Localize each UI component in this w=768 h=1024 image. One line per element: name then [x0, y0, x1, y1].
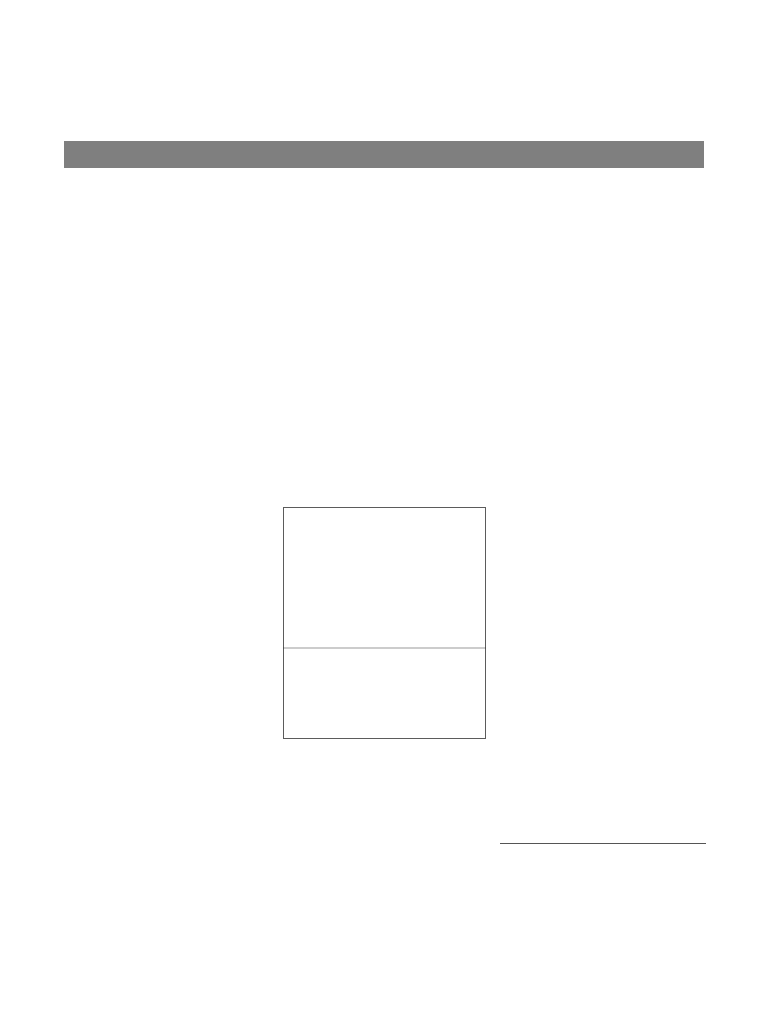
affiliation-block: [500, 843, 706, 849]
affiliation: [500, 843, 706, 847]
body-column-1: [66, 256, 273, 258]
article-title: [66, 185, 366, 211]
section-banner: [64, 141, 704, 168]
footer-line: [215, 865, 244, 875]
figure-1: [283, 507, 486, 754]
happiness-bubble-chart: [283, 507, 486, 754]
